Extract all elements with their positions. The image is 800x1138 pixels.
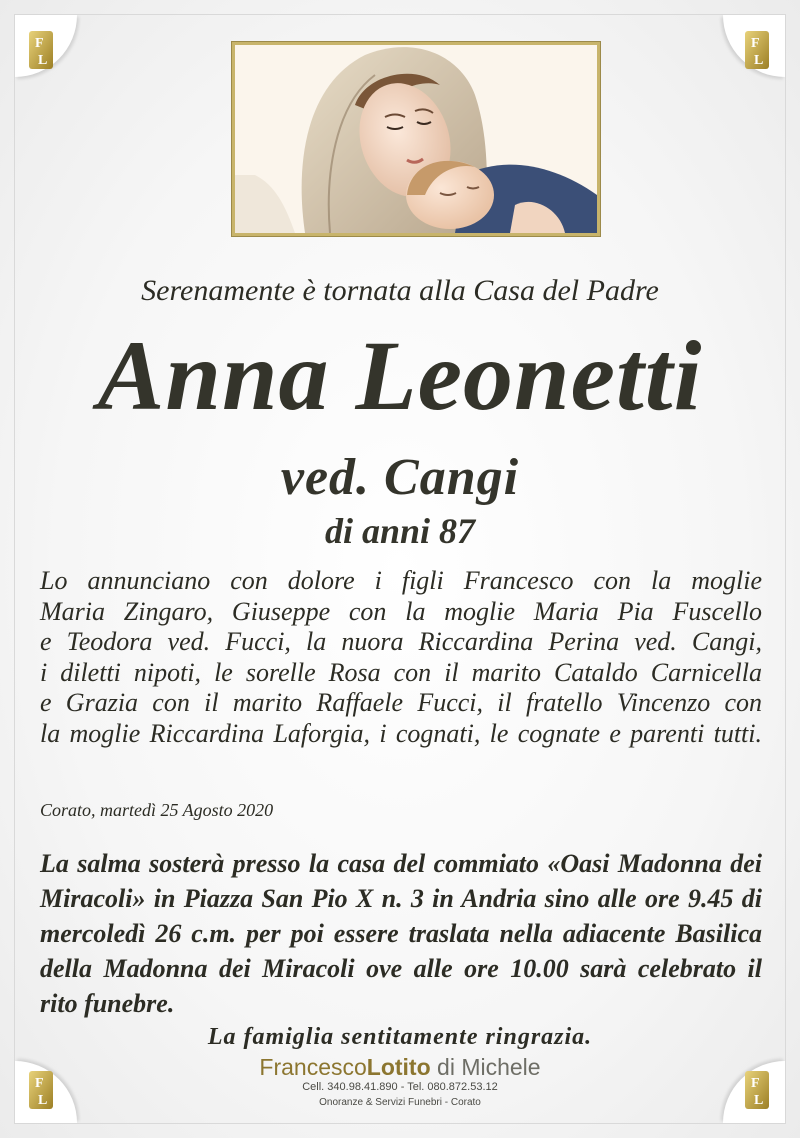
wake-line: della Madonna dei Miracoli ove alle ore 10.00 sarà celebrato il [40,954,762,983]
svg-text:F: F [751,1076,760,1091]
svg-text:F: F [751,36,760,51]
announcement-line: e Teodora ved. Fucci, la nuora Riccardina Perina ved. Cangi, [40,627,762,656]
agency-phones: Cell. 340.98.41.890 - Tel. 080.872.53.12 [302,1081,498,1093]
announcement-line: Maria Zingaro, Giuseppe con la moglie Maria Pia Fuscello [40,596,762,626]
wake-line: mercoledì 26 c.m. per poi essere traslata nella adiacente Basilica [40,919,762,948]
svg-text:F: F [35,36,44,51]
widow-of: ved. Cangi [280,449,520,506]
announcement-paragraph [40,566,762,749]
agency-suffix: di Michele [430,1054,541,1080]
funeral-agency-name [0,1054,800,1081]
madonna-and-child-image [232,42,600,236]
wake-line: La salma sosterà presso la casa del commiato «Oasi Madonna dei [40,849,762,878]
wake-line: rito funebre. [40,989,175,1018]
svg-text:L: L [754,1093,764,1108]
fl-logo-icon [28,30,54,70]
agency-subtitle: Onoranze & Servizi Funebri - Corato [319,1097,481,1108]
announcement-line: e Grazia con il marito Raffaele Fucci, il fratello Vincenzo con [40,688,762,717]
svg-text:F: F [35,1076,44,1091]
wake-line: Miracoli» in Piazza San Pio X n. 3 in Andria sino alle ore 9.45 di [40,884,762,913]
announcement-line: Lo annunciano con dolore i figli Francesco con la moglie [40,566,762,595]
fl-logo-icon [744,30,770,70]
svg-text:L: L [38,1093,48,1108]
deceased-name: Anna Leonetti [97,320,703,431]
wake-paragraph [40,846,762,1021]
intro-line: Serenamente è tornata alla Casa del Padre [141,274,659,307]
announcement-line: la moglie Riccardina Laforgia, i cognati, le cognate e parenti tutti. [40,718,762,748]
dateline: Corato, martedì 25 Agosto 2020 [40,800,274,820]
age-line: di anni 87 [324,511,476,551]
svg-text:L: L [38,53,48,68]
announcement-line: i diletti nipoti, le sorelle Rosa con il marito Cataldo Carnicella [40,657,762,687]
agency-first-name: Francesco [259,1054,367,1080]
family-thanks: La famiglia sentitamente ringrazia. [207,1024,593,1050]
svg-text:L: L [754,53,764,68]
agency-last-name: Lotito [366,1054,431,1080]
